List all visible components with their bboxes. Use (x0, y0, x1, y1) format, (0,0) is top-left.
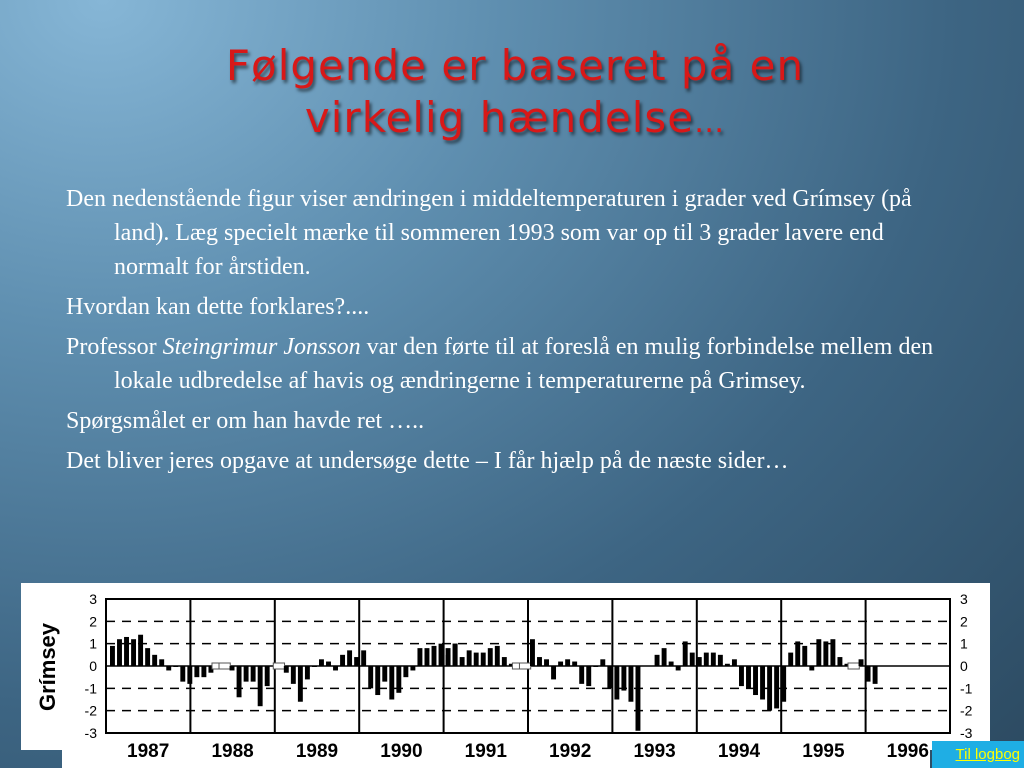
year-label: 1989 (295, 741, 339, 762)
y-tick-label-left: 1 (89, 635, 97, 652)
paragraph-figure-description: Den nedenstående figur viser ændringen i middeltemperaturen i grader ved Grímsey (på land). Læg specielt mærke til sommeren 1993 som var op til 3 grader lavere end normalt for årstiden. (66, 186, 912, 280)
year-label: 1992 (549, 741, 592, 762)
chart-year-strip (62, 738, 930, 768)
year-label: 1994 (717, 741, 761, 762)
y-tick-label-right: 1 (960, 635, 968, 652)
paragraph-task: Det bliver jeres opgave at undersøge dette – I får hjælp på de næste sider… (66, 448, 789, 474)
year-label: 1988 (211, 741, 254, 762)
logbook-link[interactable]: Til logbog (932, 741, 1024, 768)
y-tick-label-left: -1 (84, 680, 97, 697)
y-tick-label-right: 2 (960, 613, 968, 630)
chart-panel (21, 583, 990, 750)
year-label: 1991 (464, 741, 507, 762)
year-label: 1993 (633, 741, 676, 762)
title-line-2 (60, 92, 970, 149)
y-tick-label-right: 3 (960, 591, 968, 607)
y-tick-label-right: -1 (960, 680, 973, 697)
professor-name: Steingrimur Jonsson (162, 334, 361, 360)
slide-title (60, 40, 970, 149)
title-ellipsis: … (694, 105, 726, 140)
y-tick-label-right: -3 (960, 725, 973, 741)
y-tick-label-left: 0 (89, 658, 97, 674)
y-tick-label-right: -2 (960, 702, 973, 719)
slide-body (66, 182, 946, 484)
title-line-2-text: virkelig hændelse (304, 93, 695, 142)
y-tick-label-left: -2 (84, 702, 97, 719)
year-label: 1996 (886, 741, 929, 762)
professor-statement: var den førte til at foreslå en mulig forbindelse mellem den lokale udbredelse af havis og ændringerne i temperaturerne på Grimsey. (114, 334, 934, 394)
y-tick-label-left: 3 (89, 591, 97, 607)
y-tick-label-left: 2 (89, 613, 97, 630)
paragraph-professor (66, 330, 946, 398)
year-label: 1987 (127, 741, 170, 762)
year-label: 1990 (380, 741, 423, 762)
paragraph-open-question: Spørgsmålet er om han havde ret ….. (66, 408, 425, 434)
y-tick-label-right: 0 (960, 658, 968, 674)
title-line-1: Følgende er baseret på en (225, 41, 805, 90)
professor-prefix: Professor (66, 334, 163, 360)
year-label: 1995 (802, 741, 845, 762)
paragraph-question: Hvordan kan dette forklares?.... (66, 294, 370, 320)
y-axis-label: Grímsey (35, 622, 60, 712)
y-tick-label-left: -3 (84, 725, 97, 741)
